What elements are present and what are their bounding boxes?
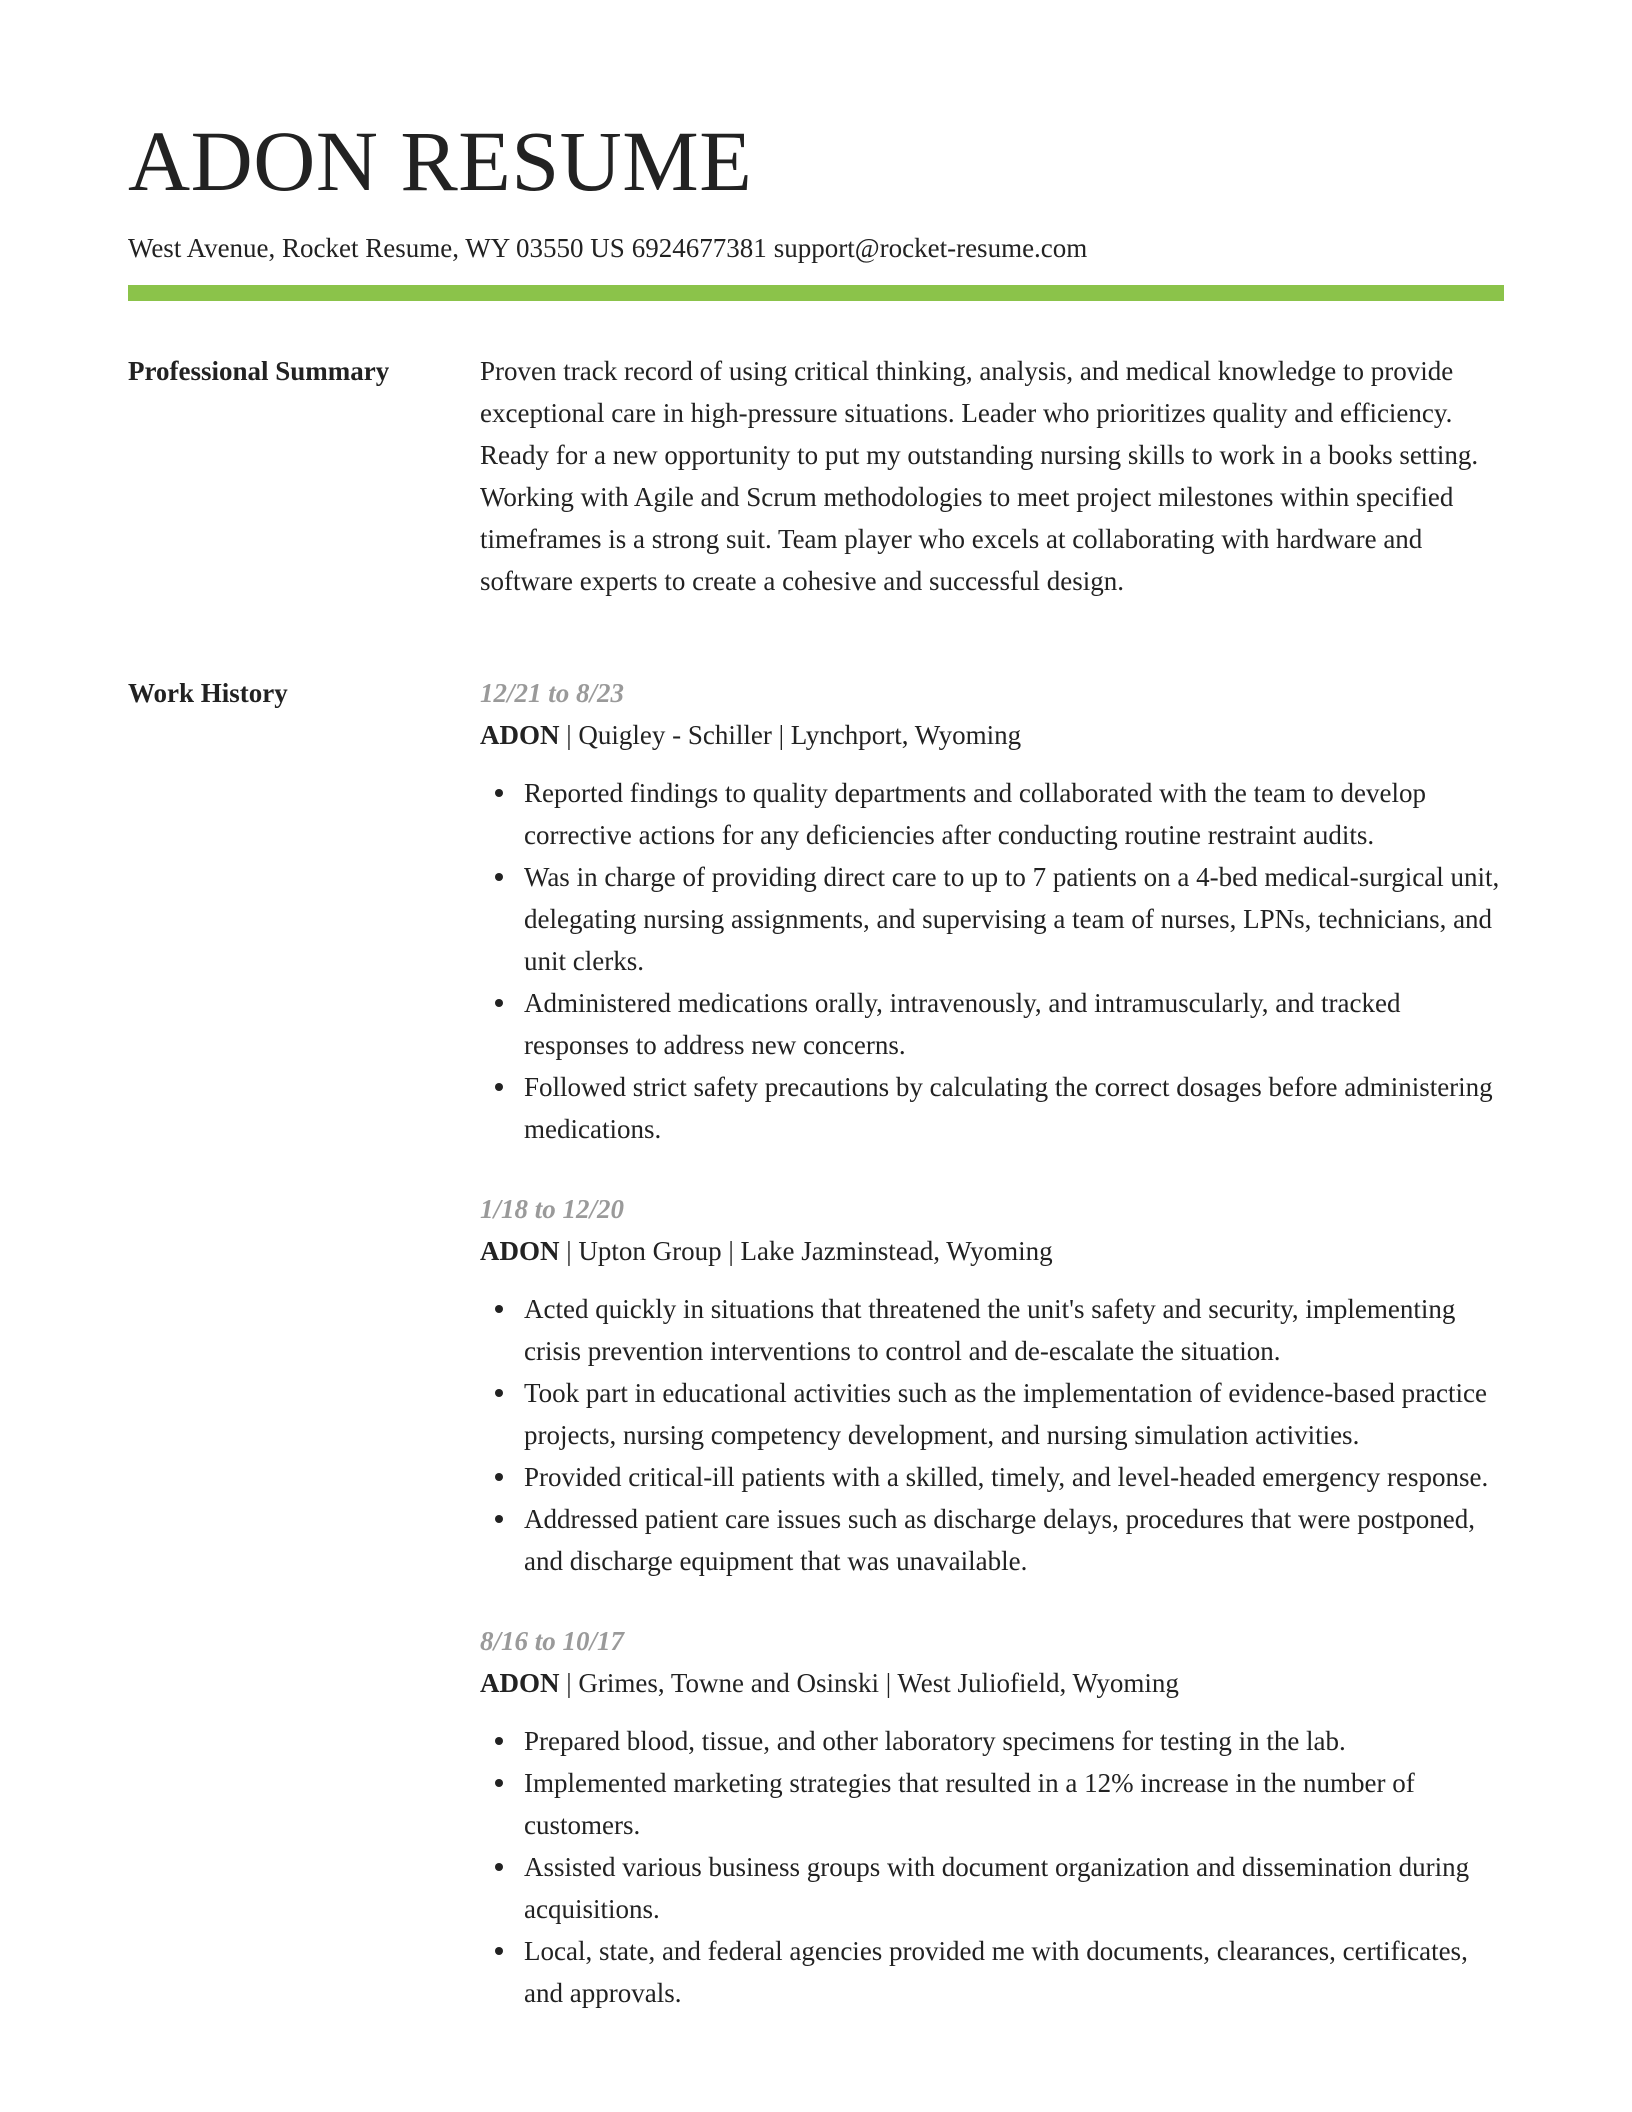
contact-line (128, 232, 1087, 264)
job-dates: 8/16 to 10/17 (480, 1626, 625, 1656)
job-duty: Implemented marketing strategies that resulted in a 12% increase in the number of customers. (524, 1762, 1506, 1846)
job-entry (480, 672, 1506, 1150)
job-duty: Addressed patient care issues such as discharge delays, procedures that were postponed, and discharge equipment that was unavailable. (524, 1498, 1506, 1582)
job-entry (480, 1188, 1506, 1582)
job-duties (480, 1720, 1506, 2014)
job-duty: Local, state, and federal agencies provided me with documents, clearances, certificates, and approvals. (524, 1930, 1506, 2014)
job-list (480, 672, 1506, 2014)
contact-phone: 6924677381 (631, 233, 767, 263)
job-heading (480, 714, 1506, 756)
job-duty: Was in charge of providing direct care to up to 7 patients on a 4-bed medical-surgical unit, delegating nursing assignments, and supervising a team of nurses, LPNs, technicians, and unit clerks. (524, 856, 1506, 982)
job-employer-location: | Upton Group | Lake Jazminstead, Wyoming (559, 1236, 1053, 1266)
job-heading (480, 1662, 1506, 1704)
job-duty: Reported findings to quality departments and collaborated with the team to develop corrective actions for any deficiencies after conducting routine restraint audits. (524, 772, 1506, 856)
job-employer-location: | Grimes, Towne and Osinski | West Juliofield, Wyoming (559, 1668, 1179, 1698)
job-duty: Administered medications orally, intravenously, and intramuscularly, and tracked responses to address new concerns. (524, 982, 1506, 1066)
job-duty: Prepared blood, tissue, and other laboratory specimens for testing in the lab. (524, 1720, 1506, 1762)
job-duty: Acted quickly in situations that threatened the unit's safety and security, implementing crisis prevention interventions to control and de-escalate the situation. (524, 1288, 1506, 1372)
work-history-heading: Work History (128, 678, 288, 708)
job-duties (480, 772, 1506, 1150)
job-dates: 1/18 to 12/20 (480, 1194, 625, 1224)
job-dates: 12/21 to 8/23 (480, 678, 625, 708)
job-duty: Provided critical-ill patients with a skilled, timely, and level-headed emergency response. (524, 1456, 1506, 1498)
job-duty: Followed strict safety precautions by calculating the correct dosages before administering medications. (524, 1066, 1506, 1150)
contact-address: West Avenue, Rocket Resume, WY 03550 US (128, 233, 625, 263)
summary-heading: Professional Summary (128, 356, 390, 386)
job-duty: Assisted various business groups with document organization and dissemination during acquisitions. (524, 1846, 1506, 1930)
header-divider (128, 285, 1504, 301)
job-title: ADON (480, 1668, 560, 1698)
job-entry (480, 1620, 1506, 2014)
job-title: ADON (480, 720, 560, 750)
job-duties (480, 1288, 1506, 1582)
job-title: ADON (480, 1236, 560, 1266)
job-duty: Took part in educational activities such as the implementation of evidence-based practice projects, nursing competency development, and nursing simulation activities. (524, 1372, 1506, 1456)
job-employer-location: | Quigley - Schiller | Lynchport, Wyoming (559, 720, 1022, 750)
resume-title: ADON RESUME (128, 113, 753, 209)
job-heading (480, 1230, 1506, 1272)
contact-email: support@rocket-resume.com (773, 233, 1088, 263)
summary-text: Proven track record of using critical thinking, analysis, and medical knowledge to provide exceptional care in high-pressure situations. Leader who prioritizes quality and efficiency. Ready for a new opportunity to put my outstanding nursing skills to work in a books setting. Working with Agile and Scrum methodologies to meet project milestones within specified timeframes is a strong suit. Team player who excels at collaborating with hardware and software experts to create a cohesive and successful design. (480, 356, 1479, 596)
